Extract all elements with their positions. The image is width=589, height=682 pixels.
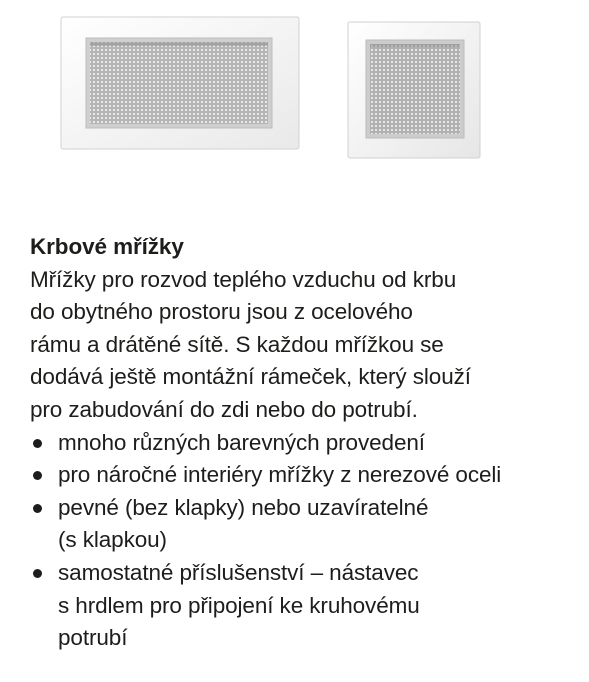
product-description <box>30 231 575 655</box>
feature-list <box>30 427 575 655</box>
feature-text: s hrdlem pro připojení ke kruhovému <box>58 592 420 618</box>
feature-text: (s klapkou) <box>58 527 167 553</box>
bullet-icon <box>33 439 42 448</box>
feature-list-item <box>30 427 575 460</box>
feature-text: pevné (bez klapky) nebo uzavíratelné <box>58 494 429 520</box>
paragraph-line: pro zabudování do zdi nebo do potrubí. <box>30 396 418 422</box>
feature-text: pro náročné interiéry mřížky z nerezové oceli <box>58 462 502 488</box>
bullet-icon <box>33 569 42 578</box>
feature-text: samostatné příslušenství – nástavec <box>58 559 419 585</box>
feature-text: mnoho různých barevných provedení <box>58 429 425 455</box>
large-fireplace-grille-photo <box>60 16 302 154</box>
description-paragraph <box>30 264 575 427</box>
paragraph-line: do obytného prostoru jsou z ocelového <box>30 299 413 325</box>
paragraph-line: dodává ještě montážní rámeček, který slouží <box>30 364 471 390</box>
paragraph-line: rámu a drátěné sítě. S každou mřížkou se <box>30 331 444 357</box>
feature-list-item <box>30 492 575 557</box>
product-photos <box>0 0 589 200</box>
bullet-icon <box>33 504 42 513</box>
feature-list-item <box>30 557 575 655</box>
feature-list-item <box>30 459 575 492</box>
feature-text: potrubí <box>58 625 128 651</box>
section-heading: Krbové mřížky <box>30 234 184 259</box>
paragraph-line: Mřížky pro rozvod teplého vzduchu od krbu <box>30 266 457 292</box>
bullet-icon <box>33 471 42 480</box>
small-fireplace-grille-photo <box>346 20 484 162</box>
